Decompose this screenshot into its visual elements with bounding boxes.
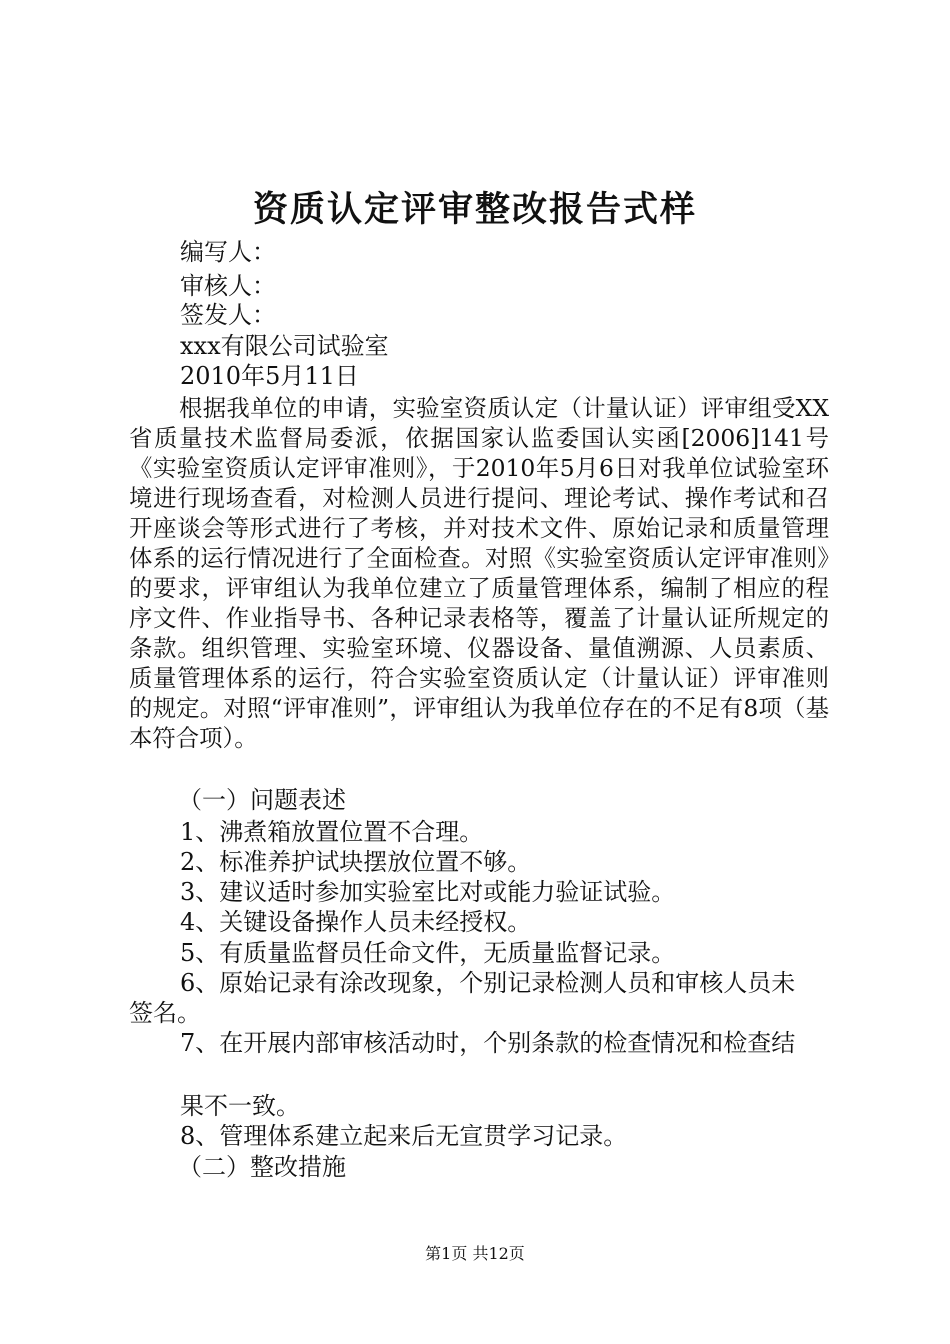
list-item: 4、关键设备操作人员未经授权。 <box>180 908 532 936</box>
list-item: 3、建议适时参加实验室比对或能力验证试验。 <box>180 878 676 906</box>
list-item: 5、有质量监督员任命文件，无质量监督记录。 <box>180 939 676 967</box>
document-title: 资质认定评审整改报告式样 <box>252 189 697 230</box>
list-item: 7、在开展内部审核活动时，个别条款的检查情况和检查结 <box>180 1029 796 1057</box>
date-line: 2010年5月11日 <box>180 362 359 390</box>
list-item: 6、原始记录有涂改现象，个别记录检测人员和审核人员未 <box>180 969 796 997</box>
section-heading-problems: （一）问题表述 <box>178 786 346 814</box>
list-item: 2、标准养护试块摆放位置不够。 <box>180 848 532 876</box>
list-item-continuation: 果不一致。 <box>180 1092 300 1120</box>
section-heading-measures: （二）整改措施 <box>178 1153 346 1181</box>
intro-paragraph: 根据我单位的申请，实验室资质认定（计量认证）评审组受XX省质量技术监督局委派，依据国家认监委国认实函[2006]141号《实验室资质认定评审准则》，于2010年5月6日对我单位试验室环境进行现场查看，对检测人员进行提问、理论考试、操作考试和召开座谈会等形式进行了考核，并对技术文件、原始记录和质量管理体系的运行情况进行了全面检查。对照《实验室资质认定评审准则》的要求，评审组认为我单位建立了质量管理体系，编制了相应的程序文件、作业指导书、各种记录表格等，覆盖了计量认证所规定的条款。组织管理、实验室环境、仪器设备、量值溯源、人员素质、质量管理体系的运行，符合实验室资质认定（计量认证）评审准则的规定。对照“评审准则”，评审组认为我单位存在的不足有8项（基本符合项）。 <box>129 394 829 752</box>
company-line: xxx有限公司试验室 <box>180 332 389 360</box>
reviewer-line: 审核人： <box>180 272 276 300</box>
list-item: 1、沸煮箱放置位置不合理。 <box>180 818 484 846</box>
list-item-continuation: 签名。 <box>129 999 201 1027</box>
page-footer: 第1页 共12页 <box>425 1244 525 1263</box>
issuer-line: 签发人： <box>180 301 276 329</box>
list-item: 8、管理体系建立起来后无宣贯学习记录。 <box>180 1122 628 1150</box>
writer-line: 编写人： <box>180 238 276 266</box>
